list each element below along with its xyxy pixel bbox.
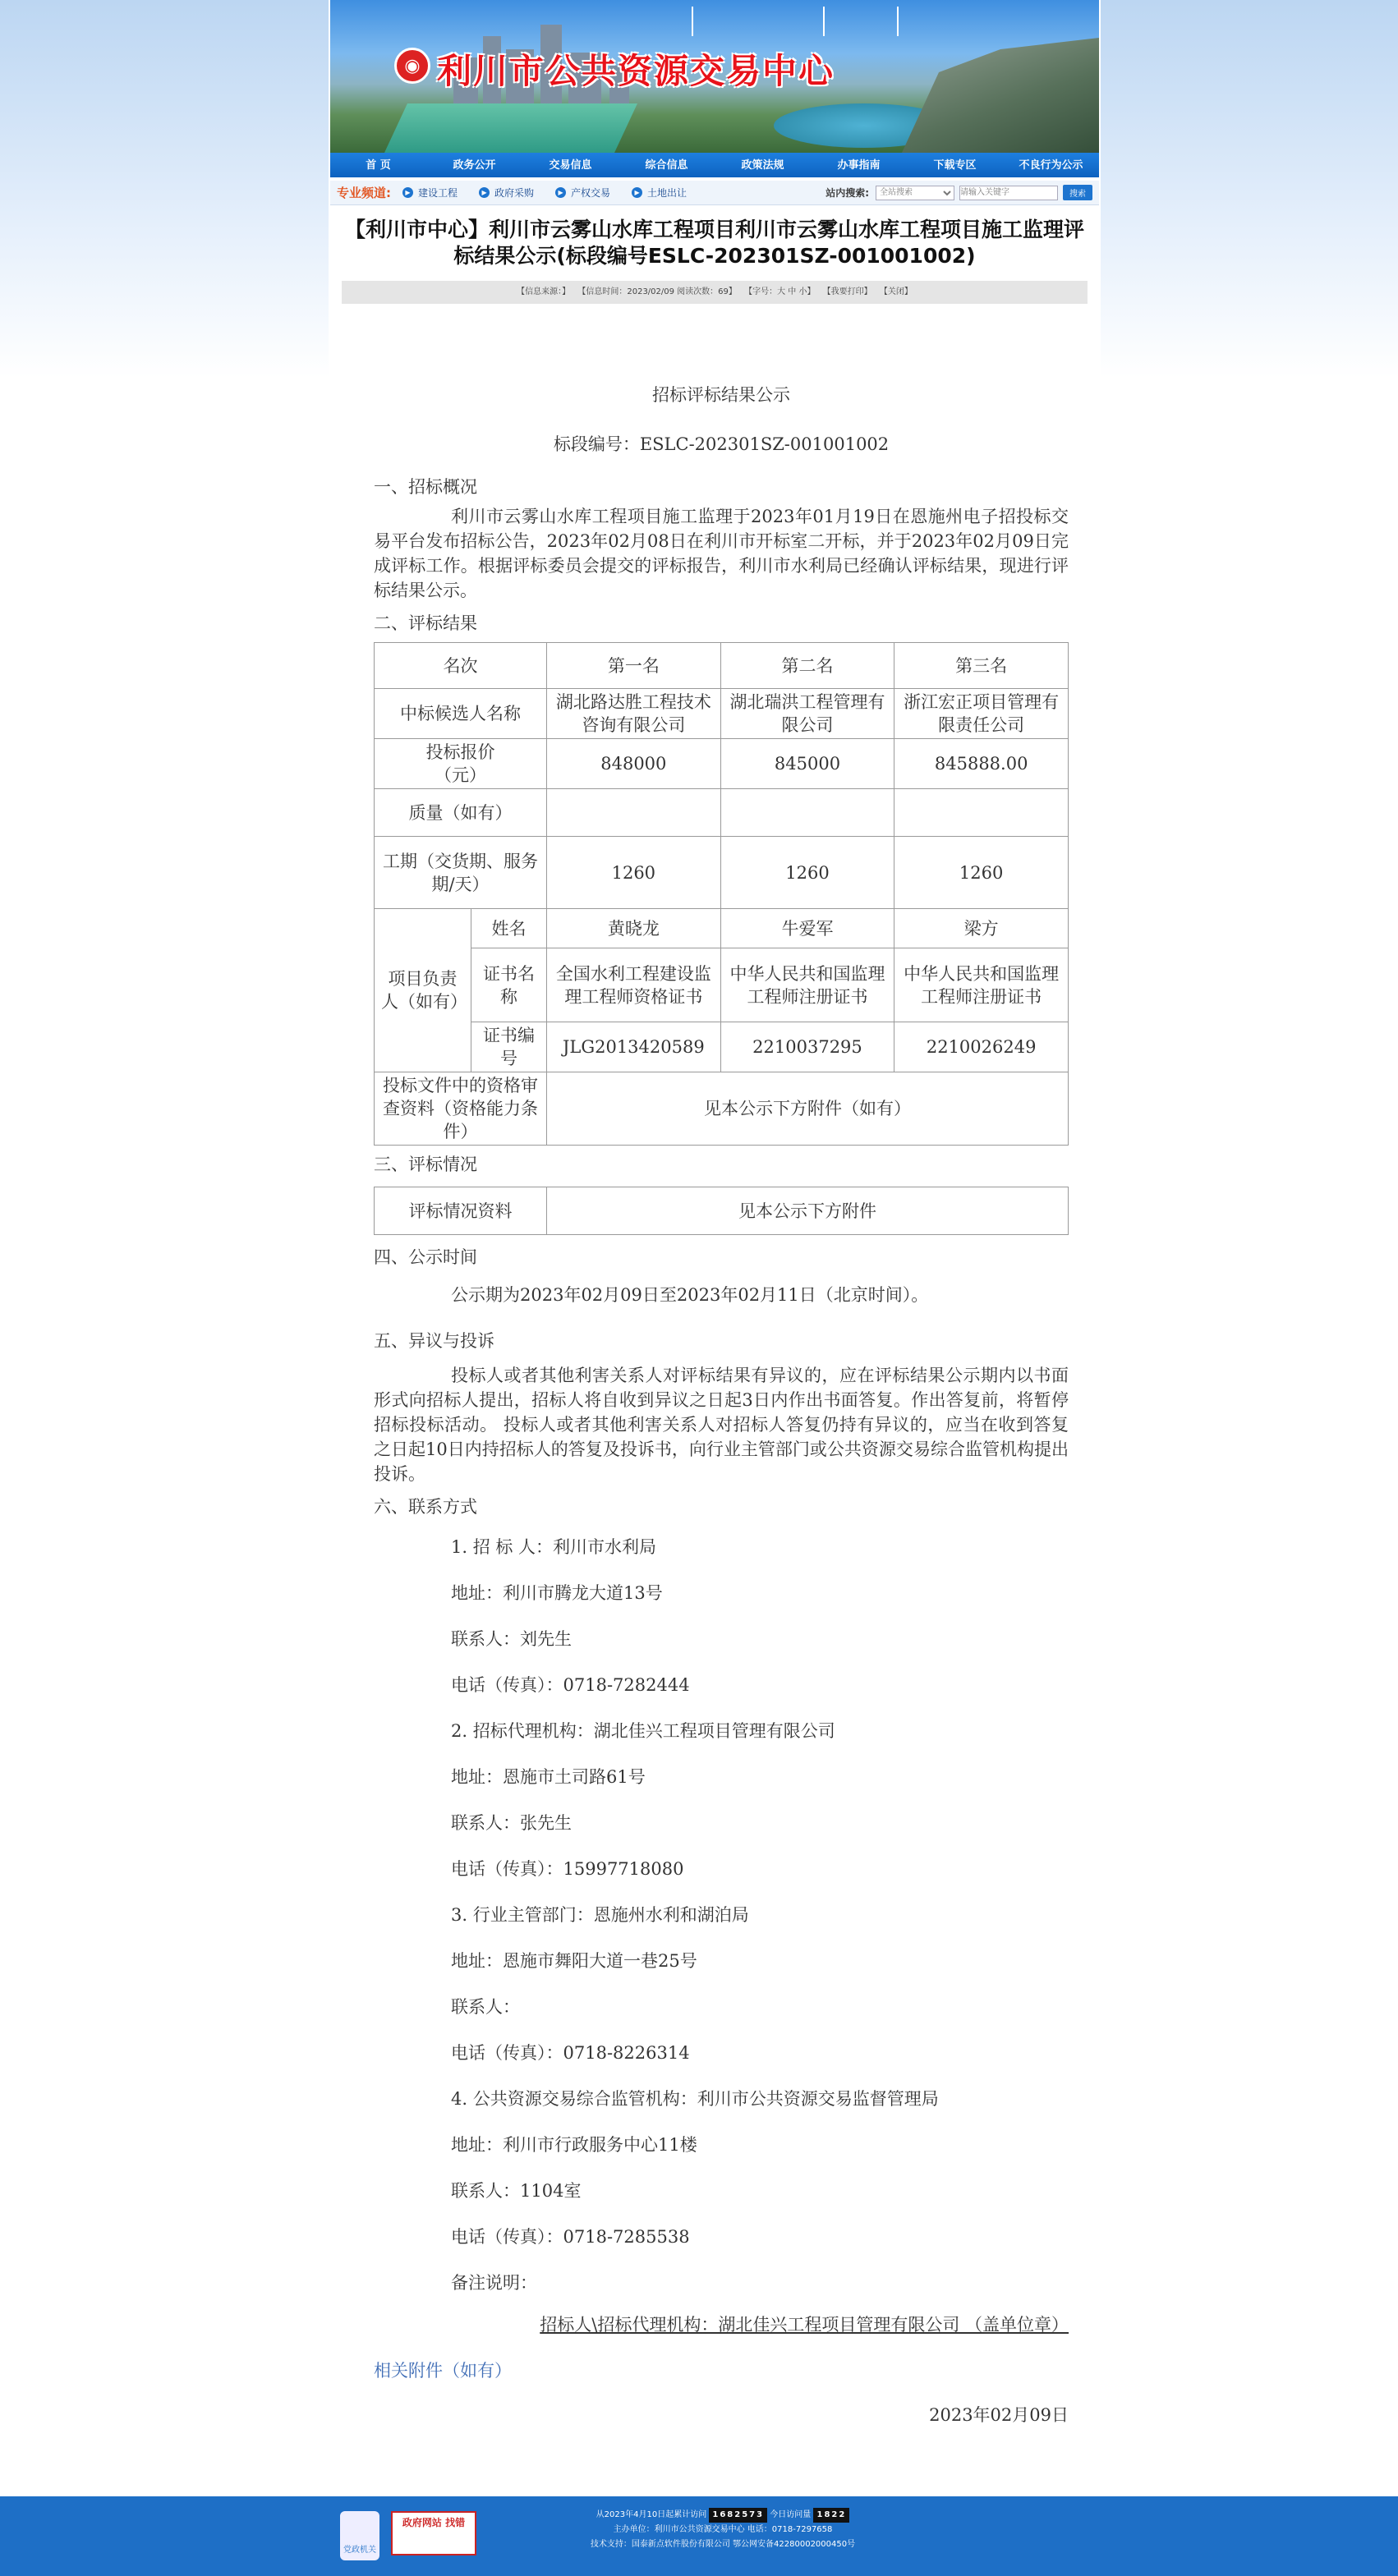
contact-line: 3. 行业主管部门：恩施州水利和湖泊局: [451, 1905, 749, 1925]
section-1-heading: 一、招标概况: [374, 477, 477, 497]
section-6-heading: 六、联系方式: [374, 1497, 477, 1517]
nav-item-home[interactable]: 首 页: [366, 159, 391, 172]
topic-link-land[interactable]: ▶ 土地出让: [632, 186, 687, 200]
search-label: 站内搜索:: [825, 187, 869, 199]
today-visit-count: 1822: [813, 2508, 849, 2523]
candidate-1: 湖北路达胜工程技术咨询有限公司: [547, 689, 721, 739]
footer-info: [542, 2508, 904, 2552]
pm-cert-3: 中华人民共和国监理工程师注册证书: [894, 948, 1069, 1022]
quality-3: [894, 789, 1069, 837]
candidate-label: 中标候选人名称: [375, 689, 547, 739]
header-rank: 名次: [375, 643, 547, 689]
contact-line: 1. 招 标 人：利川市水利局: [451, 1537, 657, 1557]
site-banner: [330, 0, 1099, 153]
pm-cert-1: 全国水利工程建设监理工程师资格证书: [547, 948, 721, 1022]
contact-line: 2. 招标代理机构：湖北佳兴工程项目管理有限公司: [451, 1721, 835, 1741]
contact-line: 电话（传真）：0718-7282444: [451, 1675, 690, 1695]
article-title: 【利川市中心】利川市云雾山水库工程项目利川市云雾山水库工程项目施工监理评标结果公示(标段编号ESLC-202301SZ-001001002): [345, 218, 1085, 268]
meta-time-views: 【信息时间：2023/02/09 阅读次数：69】: [577, 287, 737, 296]
notice-period: 公示期为2023年02月09日至2023年02月11日（北京时间）。: [451, 1285, 929, 1305]
header-first: 第一名: [547, 643, 721, 689]
arrow-icon: ▶: [555, 187, 566, 198]
pm-label: 项目负责人（如有）: [375, 909, 471, 1072]
contact-line: 联系人：1104室: [451, 2181, 582, 2201]
pm-cert-2: 中华人民共和国监理工程师注册证书: [720, 948, 894, 1022]
result-table: [374, 642, 1069, 1146]
arrow-icon: ▶: [479, 187, 490, 198]
article-meta-bar: [342, 281, 1088, 304]
font-size-control[interactable]: 【字号：大 中 小】: [744, 287, 816, 296]
gov-site-error-report-button[interactable]: 政府网站 找错: [391, 2511, 476, 2555]
site-title: 利川市公共资源交易中心: [437, 51, 835, 91]
total-visit-count: 1682573: [709, 2508, 767, 2523]
topic-bar: [330, 181, 1099, 205]
signature-line: 招标人\招标代理机构：湖北佳兴工程项目管理有限公司 （盖单位章）: [540, 2315, 1069, 2335]
print-link[interactable]: 【我要打印】: [822, 287, 872, 296]
topic-link-construction[interactable]: ▶ 建设工程: [402, 186, 458, 200]
search-scope-select[interactable]: [876, 186, 954, 200]
period-3: 1260: [894, 837, 1069, 909]
bid-3: 845888.00: [894, 739, 1069, 789]
section-5-heading: 五、异议与投诉: [374, 1331, 494, 1351]
pm-name-1: 黄晓龙: [547, 909, 721, 948]
site-footer: [0, 2496, 1398, 2576]
main-nav: [330, 153, 1099, 179]
cert-label: 证书名称: [471, 948, 547, 1022]
search-input[interactable]: [959, 186, 1058, 200]
objection-paragraph: 投标人或者其他利害关系人对评标结果有异议的，应在评标结果公示期内以书面形式向招标人提出，招标人将自收到异议之日起3日内作出书面答复。作出答复前，将暂停招标投标活动。 投标人或者其他利害关系人对招标人答复仍持有异议的，应当在收到答复之日起10日内持招标人的答复及投诉书，向行业主管部门或公共资源交易综合监管机构提出投诉。: [374, 1366, 1069, 1484]
header-second: 第二名: [720, 643, 894, 689]
overview-paragraph: 利川市云雾山水库工程项目施工监理于2023年01月19日在恩施州电子招投标交易平台发布招标公告，2023年02月08日在利川市开标室二开标，并于2023年02月09日完成评标工作。根据评标委员会提交的评标报告，利川市水利局已经确认评标结果，现进行评标结果公示。: [374, 507, 1069, 600]
contact-line: 4. 公共资源交易综合监管机构：利川市公共资源交易监督管理局: [451, 2089, 939, 2109]
tech-support-info: 技术支持：国泰新点软件股份有限公司 鄂公网安备42280002000450号: [590, 2540, 856, 2549]
contact-line: 地址：恩施市土司路61号: [451, 1767, 646, 1787]
qualification-value: 见本公示下方附件（如有）: [547, 1072, 1069, 1146]
topic-link-procurement[interactable]: ▶ 政府采购: [479, 186, 534, 200]
header-third: 第三名: [894, 643, 1069, 689]
nav-item-gov-info[interactable]: 政务公开: [453, 159, 496, 172]
logo-emblem-icon: ◉: [394, 48, 430, 84]
article-body: [374, 383, 1069, 2427]
pm-certno-1: JLG2013420589: [547, 1022, 721, 1072]
arrow-icon: ▶: [402, 187, 413, 198]
section-number: 标段编号：ESLC-202301SZ-001001002: [553, 434, 890, 454]
contact-line: 电话（传真）：0718-8226314: [451, 2043, 690, 2063]
party-gov-badge-icon[interactable]: 党政机关: [340, 2511, 379, 2560]
quality-2: [720, 789, 894, 837]
bid-2: 845000: [720, 739, 894, 789]
nav-item-trade-info[interactable]: 交易信息: [549, 159, 592, 172]
nav-item-policy[interactable]: 政策法规: [741, 159, 784, 172]
bid-label: 投标报价（元）: [375, 739, 547, 789]
contact-line: 地址：利川市腾龙大道13号: [451, 1583, 663, 1603]
publish-date: 2023年02月09日: [929, 2405, 1069, 2425]
period-label: 工期（交货期、服务期/天）: [375, 837, 547, 909]
candidate-3: 浙江宏正项目管理有限责任公司: [894, 689, 1069, 739]
contact-line: 地址：恩施市舞阳大道一巷25号: [451, 1951, 697, 1971]
quality-label: 质量（如有）: [375, 789, 547, 837]
contact-list: [374, 1524, 1069, 2306]
candidate-2: 湖北瑞洪工程管理有限公司: [720, 689, 894, 739]
pm-certno-3: 2210026249: [894, 1022, 1069, 1072]
nav-item-general-info[interactable]: 综合信息: [645, 159, 688, 172]
pm-name-2: 牛爱军: [720, 909, 894, 948]
topic-label: 专业频道:: [337, 186, 391, 200]
evaluation-table: [374, 1187, 1069, 1235]
eval-label: 评标情况资料: [375, 1187, 547, 1235]
qualification-label: 投标文件中的资格审查资料（资格能力条件）: [375, 1072, 547, 1146]
section-3-heading: 三、评标情况: [374, 1155, 477, 1174]
certno-label: 证书编号: [471, 1022, 547, 1072]
today-visit-label: 今日访问量: [770, 2510, 812, 2519]
contact-line: 联系人：: [451, 1997, 520, 2017]
meta-source: 【信息来源：】: [517, 287, 571, 296]
nav-item-download[interactable]: 下载专区: [933, 159, 977, 172]
host-info: 主办单位：利川市公共资源交易中心 电话：0718-7297658: [613, 2525, 833, 2534]
arrow-icon: ▶: [632, 187, 642, 198]
name-label: 姓名: [471, 909, 547, 948]
contact-line: 备注说明：: [451, 2273, 537, 2293]
search-button[interactable]: 搜索: [1063, 185, 1092, 200]
contact-line: 联系人：刘先生: [451, 1629, 572, 1649]
pm-name-3: 梁方: [894, 909, 1069, 948]
quality-1: [547, 789, 721, 837]
eval-value: 见本公示下方附件: [547, 1187, 1069, 1235]
nav-item-bad-behavior[interactable]: 不良行为公示: [1019, 159, 1083, 172]
topic-link-property[interactable]: ▶ 产权交易: [555, 186, 610, 200]
visit-label: 从2023年4月10日起累计访问: [596, 2510, 707, 2519]
section-2-heading: 二、评标结果: [374, 613, 477, 633]
bid-1: 848000: [547, 739, 721, 789]
section-4-heading: 四、公示时间: [374, 1247, 477, 1267]
contact-line: 地址：利川市行政服务中心11楼: [451, 2135, 697, 2155]
contact-line: 联系人：张先生: [451, 1813, 572, 1833]
nav-item-guide[interactable]: 办事指南: [837, 159, 881, 172]
pm-certno-2: 2210037295: [720, 1022, 894, 1072]
period-2: 1260: [720, 837, 894, 909]
attachment-link[interactable]: 相关附件（如有）: [374, 2361, 512, 2381]
contact-line: 电话（传真）：0718-7285538: [451, 2227, 690, 2247]
close-link[interactable]: 【关闭】: [879, 287, 913, 296]
notice-heading: 招标评标结果公示: [652, 385, 790, 405]
period-1: 1260: [547, 837, 721, 909]
contact-line: 电话（传真）：15997718080: [451, 1859, 684, 1879]
